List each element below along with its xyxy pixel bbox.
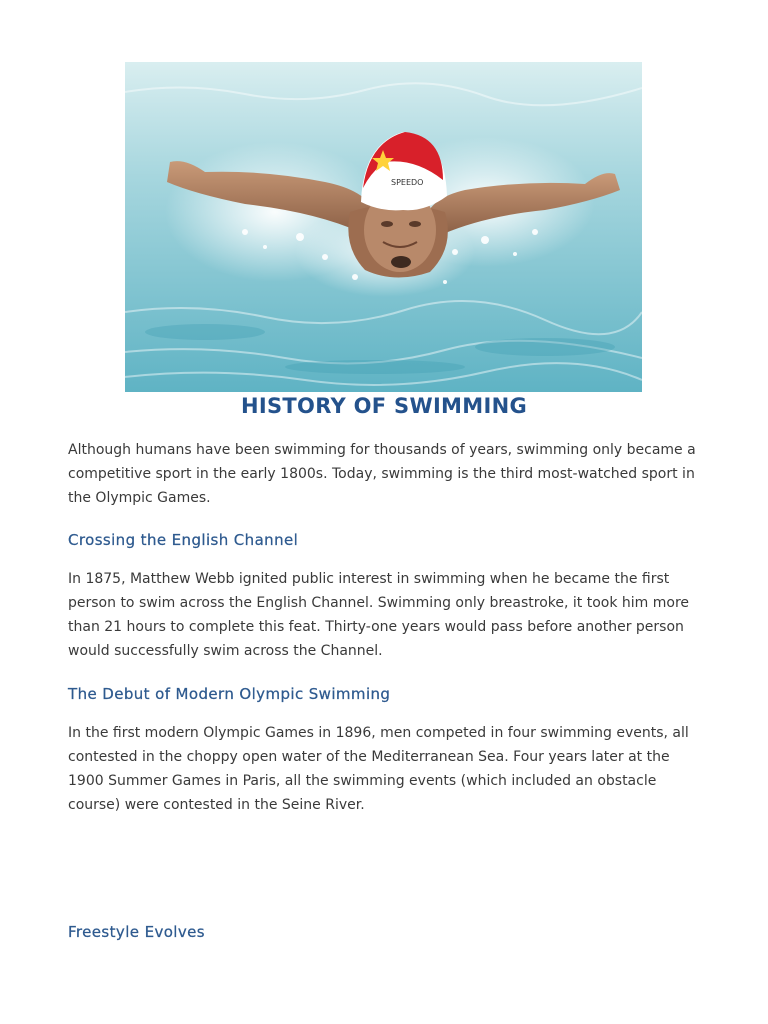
document-title: HISTORY OF SWIMMING bbox=[241, 394, 527, 418]
section-heading-olympic-debut: The Debut of Modern Olympic Swimming bbox=[68, 685, 391, 703]
cap-logo-text: SPEEDO bbox=[391, 178, 424, 187]
section-body-english-channel: In 1875, Matthew Webb ignited public interest in swimming when he became the first person to swim across the English Channel. Swimming only breastroke, it took him more than 21 hours to complete this feat. Thirty-one years would pass before another person would successfully swim across the Channel. bbox=[68, 571, 690, 659]
section-heading-english-channel: Crossing the English Channel bbox=[68, 531, 299, 549]
section-body-olympic-debut: In the first modern Olympic Games in 1896, men competed in four swimming events, all contested in the choppy open water of the Mediterranean Sea. Four years later at the 1900 Summer Games in Paris, all the swimming events (which included an obstacle course) were contested in the Seine River. bbox=[68, 725, 689, 813]
butterfly-swimmer-illustration bbox=[125, 62, 642, 392]
swimmer-photo bbox=[125, 62, 642, 392]
section-heading-freestyle: Freestyle Evolves bbox=[68, 923, 205, 941]
intro-paragraph: Although humans have been swimming for thousands of years, swimming only became a competitive sport in the early 1800s. Today, swimming is the third most-watched sport in the Olympic Games. bbox=[68, 442, 696, 506]
